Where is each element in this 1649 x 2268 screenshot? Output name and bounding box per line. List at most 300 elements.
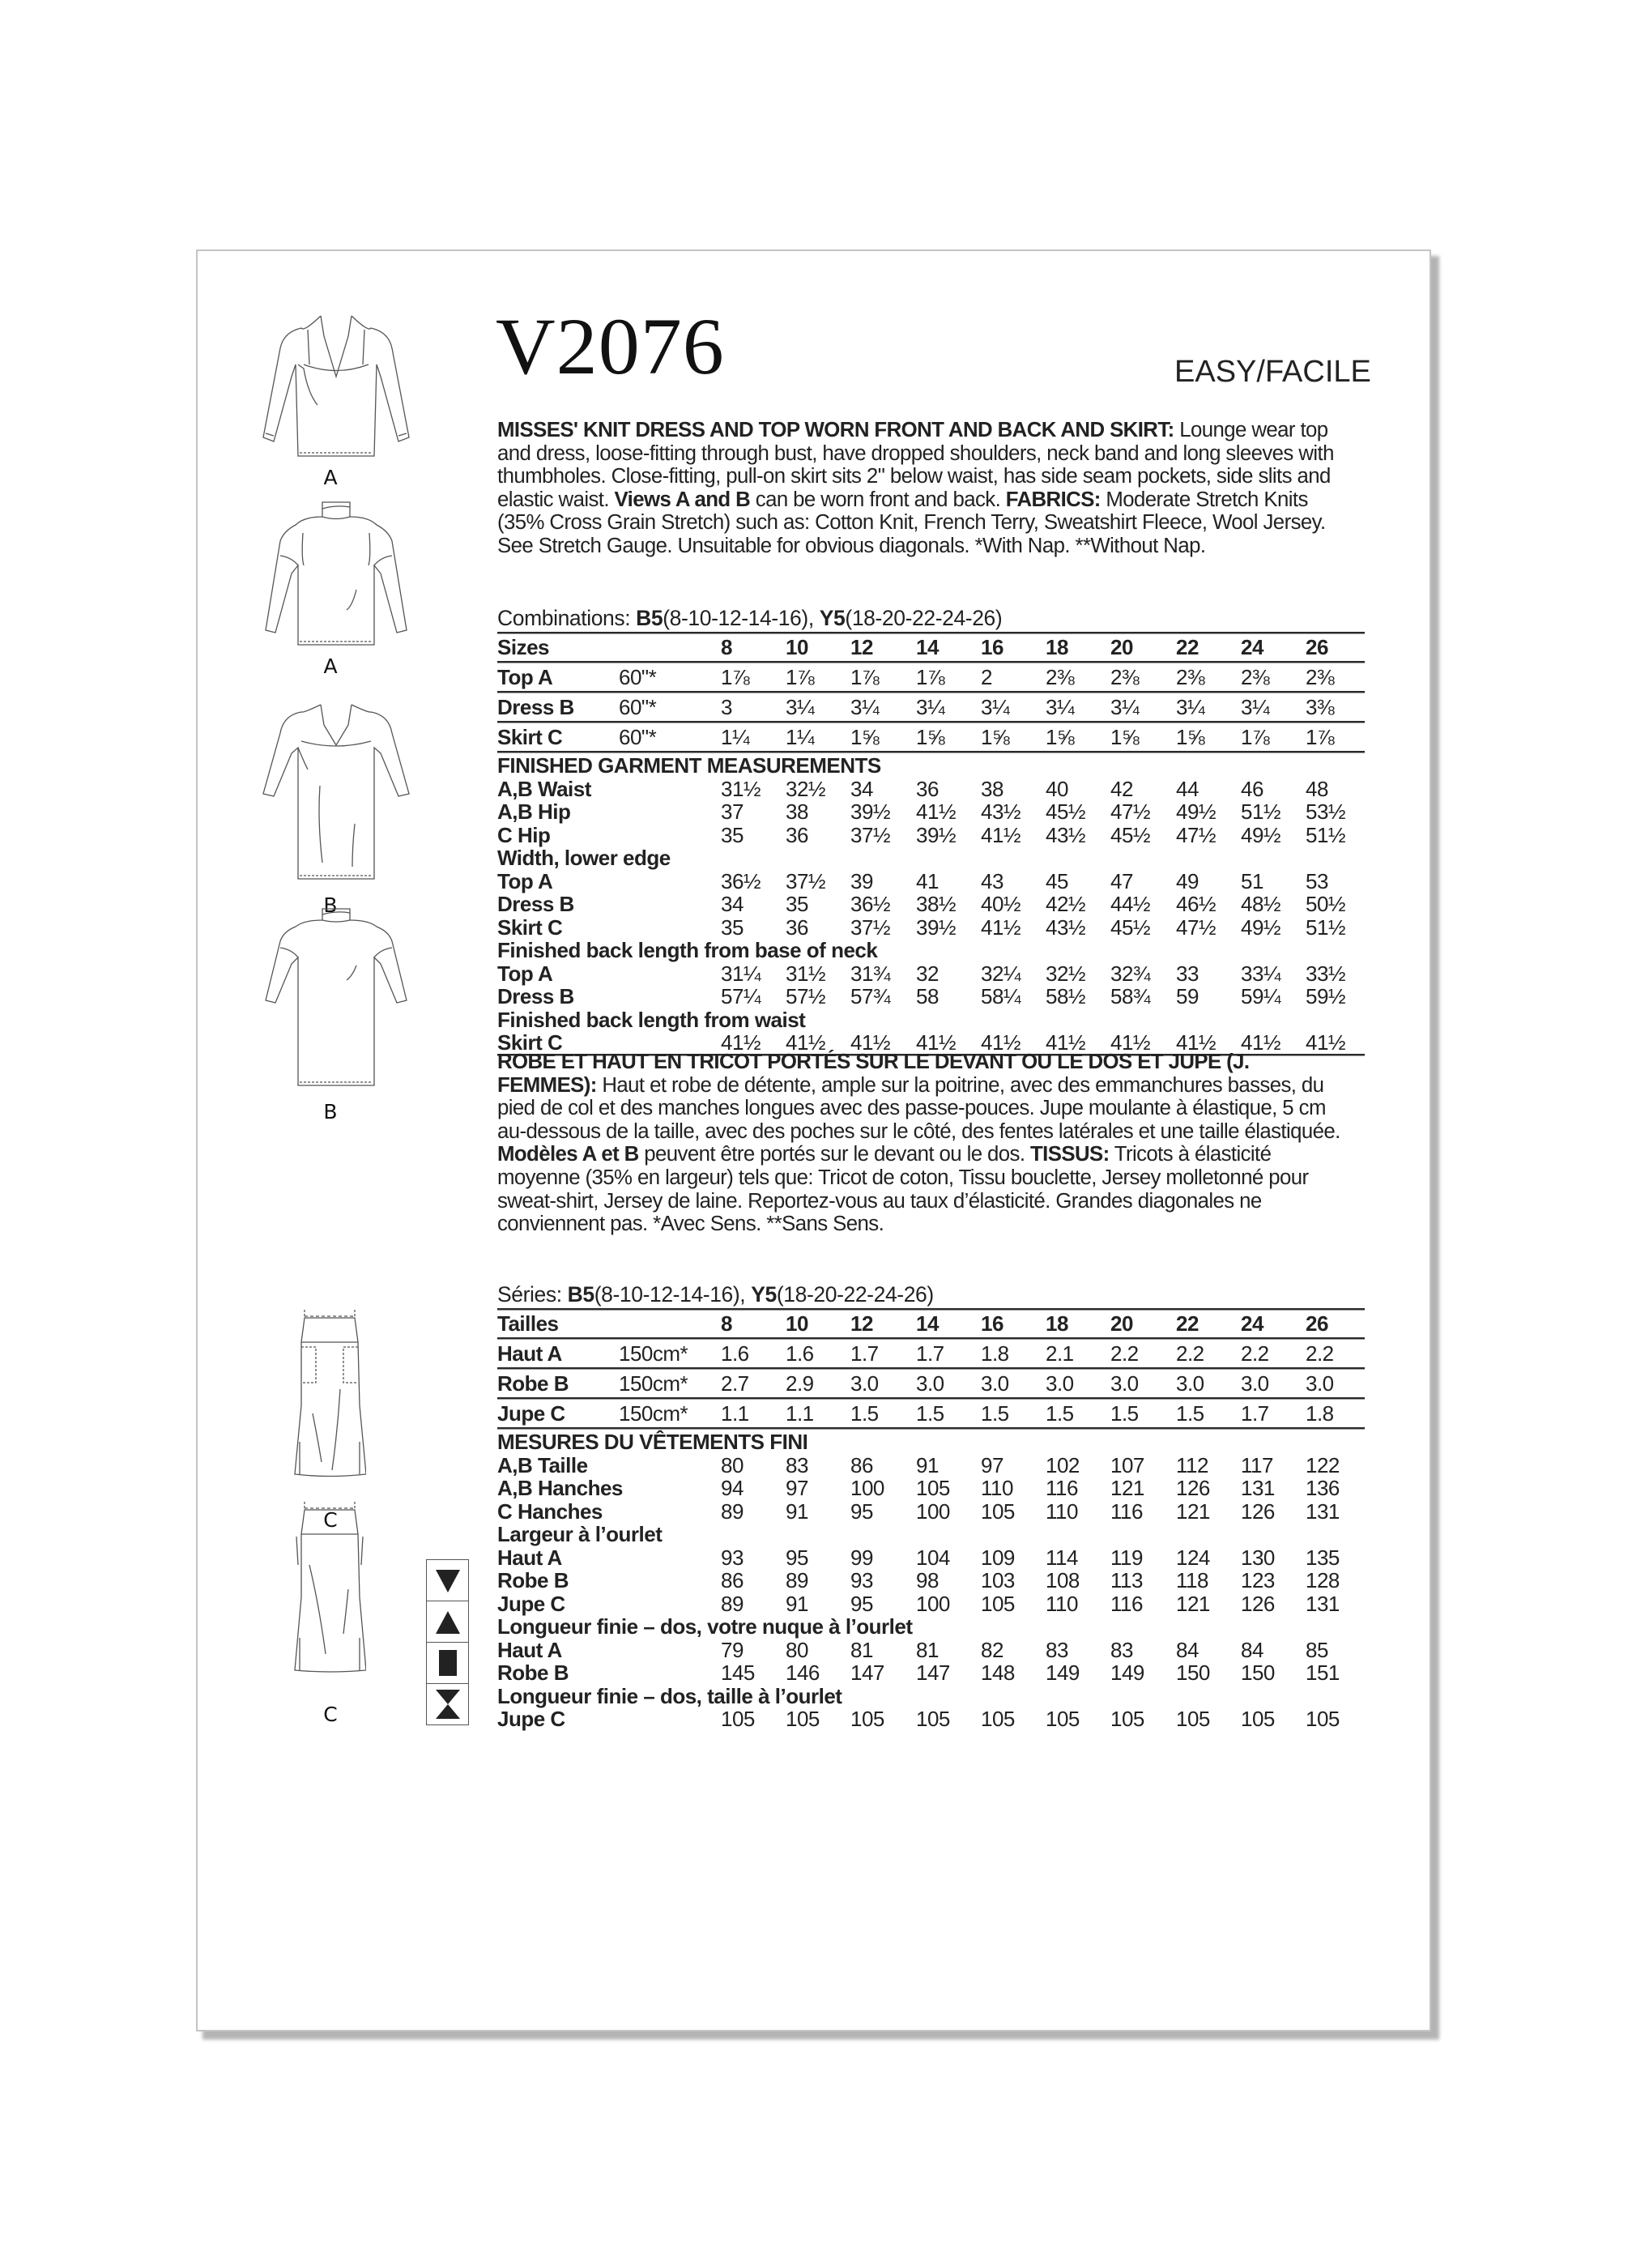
yardage-value: 3¼ [1176,695,1205,719]
measurement-value: 38½ [916,892,957,916]
fabric-width: 60"* [619,665,657,689]
measurement-value: 95 [786,1545,808,1570]
combo-b5-sizes: (8-10-12-14-16), [594,1282,752,1307]
yardage-value: 1⅞ [850,665,880,689]
measurement-value: 103 [981,1568,1015,1592]
measurement-value: 116 [1046,1476,1078,1500]
yardage-value: 2⅜ [1110,665,1140,689]
measurement-value: 130 [1241,1545,1275,1570]
measurement-value: 39 [850,868,873,893]
measurement-value: 131 [1306,1498,1340,1524]
yardage-value: 3¼ [1110,695,1140,719]
fabric-width: 150cm* [619,1371,688,1396]
measurement-value: 34 [721,892,744,916]
combo-y5: Y5 [751,1282,777,1307]
yardage-value: 1.6 [721,1341,749,1366]
measurement-section-label: Longueur finie – dos, votre nuque à l’ourlet [497,1614,913,1639]
measurement-value: 31½ [786,961,826,986]
measurement-value: 89 [721,1591,744,1616]
measurement-value: 114 [1046,1545,1078,1570]
measurement-value: 50½ [1306,892,1346,916]
view-label-c-front: C [323,1508,338,1532]
yardage-value: 2⅜ [1241,665,1270,689]
yardage-row [497,1340,1365,1367]
measurement-value: 51½ [1306,914,1346,940]
illustration-dress-b-back [259,907,413,1089]
measurement-value: 123 [1241,1568,1275,1592]
measurement-value: 80 [786,1637,808,1662]
size-column-header: 26 [1306,635,1328,659]
size-column-header: 26 [1306,1311,1328,1336]
size-column-header: 12 [850,1311,873,1336]
yardage-value: 1.7 [1241,1401,1269,1426]
measurement-value: 83 [1046,1637,1068,1662]
measurement-value: 105 [981,1498,1015,1524]
size-column-header: 8 [721,1311,732,1336]
measurement-value: 37½ [786,868,826,893]
measurement-value: 89 [721,1498,744,1524]
measurement-row-label: Dress B [497,984,574,1008]
yardage-value: 1¼ [721,725,750,749]
yardage-value: 3¼ [1241,695,1270,719]
measurement-value: 151 [1306,1660,1340,1685]
yardage-row [497,1370,1365,1397]
yardage-value: 2⅜ [1176,665,1205,689]
french-desc-part-2: peuvent être portés sur le devant ou le dos. [638,1141,1031,1166]
yardage-value: 3.0 [1176,1371,1204,1396]
measurement-value: 41½ [1046,1030,1086,1055]
measurement-value: 36½ [721,868,761,893]
measurement-value: 100 [850,1476,884,1500]
measurement-row [497,984,1365,1008]
measurement-value: 93 [850,1568,873,1592]
measurement-row-label: Robe B [497,1568,569,1592]
measurement-value: 80 [721,1452,744,1477]
measurement-value: 41½ [721,1030,761,1055]
measurement-value: 37 [721,799,744,824]
english-views-note: Views A and B [614,486,751,511]
measurement-value: 42½ [1046,892,1086,916]
measurement-value: 48½ [1241,892,1281,916]
measurement-value: 35 [786,892,808,916]
yardage-value: 3¼ [916,695,945,719]
english-desc-part-3: Moderate Stretch Knits (35% Cross Grain Stretch) such as: Cotton Knit, French Terry, Sweatshirt Fleece, Wool Jersey. See Stretch Gauge. Unsuitable for obvious diagonals. *With Nap. **Without Nap. [497,486,1326,557]
measurement-value: 98 [916,1568,939,1592]
measurement-value: 150 [1241,1660,1275,1685]
measurement-value: 116 [1110,1498,1143,1524]
size-column-header: 22 [1176,635,1199,659]
measurement-value: 39½ [916,914,957,940]
yardage-value: 1⅝ [1046,725,1075,749]
french-combinations [497,1282,934,1307]
measurement-value: 84 [1241,1637,1263,1662]
square-icon [427,1643,468,1684]
size-column-header: 24 [1241,635,1263,659]
measurement-value: 33¼ [1241,961,1281,986]
measurement-value: 89 [786,1568,808,1592]
measurement-value: 146 [786,1660,820,1685]
measurement-value: 47 [1110,868,1133,893]
measurement-value: 104 [916,1545,950,1570]
measurement-value: 36 [916,776,939,801]
measurement-value: 44 [1176,776,1199,801]
measurement-value: 31¼ [721,961,761,986]
measurement-value: 32¼ [981,961,1021,986]
yardage-value: 1⅞ [916,665,945,689]
measurement-value: 32½ [786,776,826,801]
measurement-value: 121 [1176,1498,1210,1524]
measurement-row-label: Haut A [497,1637,562,1662]
measurement-value: 124 [1176,1545,1210,1570]
fabric-width: 150cm* [619,1341,688,1366]
measurement-value: 36 [786,914,808,940]
size-column-header: 10 [786,635,808,659]
measurement-value: 100 [916,1591,950,1616]
measurement-value: 85 [1306,1637,1328,1662]
measurement-value: 121 [1110,1476,1144,1500]
measurement-value: 45½ [1110,914,1151,940]
yardage-value: 2⅜ [1046,665,1075,689]
yardage-value: 1.5 [916,1401,944,1426]
measurement-value: 105 [1046,1707,1080,1731]
measurement-value: 49½ [1241,822,1281,847]
measurement-value: 47½ [1176,914,1217,940]
yardage-value: 1⅞ [1241,725,1270,749]
yardage-value: 1.5 [1110,1401,1139,1426]
measurement-value: 47½ [1110,799,1151,824]
yardage-value: 2.9 [786,1371,814,1396]
measurement-value: 113 [1110,1568,1143,1592]
measurement-value: 31½ [721,776,761,801]
combo-y5-sizes: (18-20-22-24-26) [845,606,1003,630]
measurement-row [497,777,1365,800]
combo-b5: B5 [567,1282,594,1307]
yardage-value: 3.0 [850,1371,879,1396]
english-title: MISSES' KNIT DRESS AND TOP WORN FRONT AND BACK AND SKIRT: [497,417,1174,441]
measurement-value: 31¾ [850,961,891,986]
measurement-value: 51 [1241,868,1263,893]
illustration-skirt-c-back [293,1500,366,1678]
measurement-value: 41½ [981,822,1021,847]
measurement-row [497,1453,1365,1477]
combo-y5: Y5 [819,606,846,630]
measurement-value: 41½ [916,799,957,824]
yardage-value: 2.2 [1306,1341,1334,1366]
measurement-value: 99 [850,1545,873,1570]
measurement-value: 41½ [981,914,1021,940]
measurement-value: 45 [1046,868,1068,893]
measurement-section-label: Finished back length from base of neck [497,938,878,962]
measurement-value: 147 [916,1660,950,1685]
yardage-value: 3 [721,695,732,719]
measurement-row [497,799,1365,823]
english-fabrics-label: FABRICS: [1005,486,1101,511]
french-size-table [497,1308,1365,1730]
yardage-value: 2⅜ [1306,665,1335,689]
measurement-value: 51½ [1306,822,1346,847]
measurement-value: 107 [1110,1452,1144,1477]
measurement-section-label: Finished back length from waist [497,1007,806,1032]
french-views-note: Modèles A et B [497,1141,639,1166]
measurement-value: 110 [1046,1498,1078,1524]
measurement-value: 105 [1306,1707,1340,1731]
measurement-value: 91 [786,1591,808,1616]
measurement-value: 136 [1306,1476,1340,1500]
yardage-value: 3.0 [1046,1371,1074,1396]
view-label-b-front: B [323,893,338,917]
hourglass-icon [427,1684,468,1724]
measurement-value: 45½ [1046,799,1086,824]
measurement-row [497,915,1365,939]
measurement-value: 105 [786,1707,820,1731]
measurement-value: 53 [1306,868,1328,893]
size-column-header: 14 [916,1311,939,1336]
measurement-row-label: Top A [497,868,553,893]
measurement-value: 110 [1046,1591,1078,1616]
measurement-value: 39½ [916,822,957,847]
measurement-value: 105 [916,1476,950,1500]
size-column-header: 20 [1110,635,1133,659]
measurement-value: 51½ [1241,799,1281,824]
measurement-value: 41½ [1241,1030,1281,1055]
fabric-width: 60"* [619,695,657,719]
measurement-value: 43½ [981,799,1021,824]
measurement-row-label: C Hanches [497,1498,603,1524]
measurement-value: 81 [916,1637,939,1662]
measurement-value: 58¾ [1110,984,1151,1008]
yardage-row-label: Robe B [497,1371,569,1396]
measurement-section-label: Longueur finie – dos, taille à l’ourlet [497,1683,842,1708]
measurement-value: 97 [981,1452,1003,1477]
measurement-value: 36½ [850,892,891,916]
measurement-row [497,961,1365,985]
measurement-value: 47½ [1176,822,1217,847]
measurement-value: 112 [1176,1452,1208,1477]
yardage-value: 1.5 [850,1401,879,1426]
measurement-row [497,823,1365,846]
measurement-value: 57½ [786,984,826,1008]
size-header-row [497,634,1365,661]
measurement-row [497,1592,1365,1615]
measurement-value: 41½ [981,1030,1021,1055]
yardage-value: 1.5 [981,1401,1009,1426]
measurement-value: 35 [721,822,744,847]
combo-b5-sizes: (8-10-12-14-16), [663,606,820,630]
yardage-value: 1.7 [850,1341,879,1366]
measurement-value: 150 [1176,1660,1210,1685]
size-column-header: 16 [981,635,1003,659]
measurement-value: 44½ [1110,892,1151,916]
yardage-value: 1.8 [981,1341,1009,1366]
measurement-value: 100 [916,1498,950,1524]
yardage-value: 3.0 [1110,1371,1139,1396]
measurement-value: 46½ [1176,892,1217,916]
measurement-value: 126 [1241,1591,1275,1616]
measurement-value: 110 [981,1476,1013,1500]
measurement-row-label: Haut A [497,1545,562,1570]
fabric-width: 60"* [619,725,657,749]
measurement-value: 41½ [1110,1030,1151,1055]
measurement-value: 57¼ [721,984,761,1008]
combo-b5: B5 [636,606,663,630]
measurement-value: 84 [1176,1637,1199,1662]
yardage-value: 1¼ [786,725,815,749]
measurement-row-label: A,B Taille [497,1452,588,1477]
measurement-value: 148 [981,1660,1015,1685]
yardage-value: 3⅜ [1306,695,1335,719]
measurement-row-label: Jupe C [497,1591,565,1616]
size-header-label: Sizes [497,635,549,659]
measurement-value: 119 [1110,1545,1143,1570]
measurement-row [497,1476,1365,1499]
measurement-value: 147 [850,1660,884,1685]
size-column-header: 16 [981,1311,1003,1336]
yardage-row-label: Dress B [497,695,574,719]
yardage-value: 3¼ [1046,695,1075,719]
measurement-row [497,1499,1365,1523]
yardage-row-label: Haut A [497,1341,562,1366]
measurement-value: 126 [1176,1476,1210,1500]
measurement-value: 53½ [1306,799,1346,824]
view-label-c-back: C [323,1703,338,1726]
illustration-dress-b-front [259,701,413,883]
measurement-value: 91 [786,1498,808,1524]
measurement-value: 94 [721,1476,744,1500]
measurement-value: 32½ [1046,961,1086,986]
measurement-value: 58 [916,984,939,1008]
yardage-row [497,693,1365,721]
view-label-a-front: A [323,466,338,489]
measurement-value: 36 [786,822,808,847]
measurement-section-label: Width, lower edge [497,846,671,870]
yardage-row-label: Skirt C [497,725,563,749]
yardage-value: 1⅞ [1306,725,1335,749]
measurement-value: 93 [721,1545,744,1570]
combo-y5-sizes: (18-20-22-24-26) [776,1282,934,1307]
size-column-header: 10 [786,1311,808,1336]
measurement-value: 33½ [1306,961,1346,986]
illustration-skirt-c-front [293,1308,366,1482]
measurement-row [497,1638,1365,1661]
measurement-value: 79 [721,1637,744,1662]
french-description [497,1050,1351,1235]
yardage-value: 2.7 [721,1371,749,1396]
measurement-value: 45½ [1110,822,1151,847]
measurement-row-label: C Hip [497,822,551,847]
french-desc-part-3: Tricots à élasticité moyenne (35% en largeur) tels que: Tricot de coton, Tissu bouclette, Jersey molletonné pour sweat-shirt, Jersey de laine. Reportez-vous au taux d’élasticité. Grandes diagonales ne conviennent pas. *Avec Sens. **Sans Sens. [497,1141,1309,1236]
measurement-value: 116 [1110,1591,1143,1616]
size-column-header: 18 [1046,1311,1068,1336]
yardage-value: 2.2 [1241,1341,1269,1366]
measurement-value: 105 [1110,1707,1144,1731]
measurement-value: 82 [981,1637,1003,1662]
measurement-row-label: Top A [497,961,553,986]
difficulty-label: EASY/FACILE [1174,355,1371,389]
size-column-header: 20 [1110,1311,1133,1336]
size-column-header: 8 [721,635,732,659]
measurement-value: 49½ [1241,914,1281,940]
measurement-row-label: A,B Hanches [497,1476,623,1500]
size-column-header: 14 [916,635,939,659]
french-fabrics-label: TISSUS: [1030,1141,1110,1166]
measurement-value: 59¼ [1241,984,1281,1008]
yardage-row-label: Top A [497,665,553,689]
yardage-value: 1.7 [916,1341,944,1366]
measurement-value: 128 [1306,1568,1340,1592]
measurement-value: 34 [850,776,873,801]
size-column-header: 22 [1176,1311,1199,1336]
yardage-value: 3.0 [1241,1371,1269,1396]
measurement-value: 58¼ [981,984,1021,1008]
size-column-header: 12 [850,635,873,659]
yardage-value: 1.1 [786,1401,814,1426]
measurement-value: 39½ [850,799,891,824]
english-desc-part-1: Lounge wear top and dress, loose-fitting through bust, have dropped shoulders, neck band and long sleeves with thumbholes. Close-fitting, pull-on skirt sits 2" below waist, has side seam pockets, side slits and elastic waist. [497,417,1334,511]
measurement-value: 145 [721,1660,755,1685]
measurement-value: 49½ [1176,799,1217,824]
measurement-row-label: Dress B [497,892,574,916]
measurement-row-label: Jupe C [497,1707,565,1731]
yardage-value: 2 [981,665,992,689]
measurement-value: 105 [981,1707,1015,1731]
measurement-value: 37½ [850,822,891,847]
yardage-value: 1⅞ [786,665,815,689]
measurement-value: 38 [786,799,808,824]
english-desc-part-2: can be worn front and back. [750,486,1006,511]
yardage-value: 3¼ [981,695,1010,719]
measurement-value: 118 [1176,1568,1208,1592]
yardage-value: 1⅝ [1176,725,1205,749]
measurement-row-label: Skirt C [497,1030,563,1055]
measurement-value: 126 [1241,1498,1275,1524]
yardage-value: 1.1 [721,1401,749,1426]
measurement-value: 38 [981,776,1003,801]
yardage-row [497,723,1365,751]
yardage-value: 1.5 [1176,1401,1204,1426]
yardage-value: 1⅝ [850,725,880,749]
measurement-value: 83 [1110,1637,1133,1662]
english-size-table [497,632,1365,1056]
measurement-value: 135 [1306,1545,1340,1570]
french-desc-part-1: Haut et robe de détente, ample sur la poitrine, avec des emmanchures basses, du pied de col et des manches longues avec des passe-pouces. Jupe moulante à élastique, 5 cm au-dessous de la taille, avec des poches sur le côté, des fentes latérales et une taille élastiquée. [497,1072,1340,1143]
measurement-value: 108 [1046,1568,1080,1592]
yardage-value: 3¼ [850,695,880,719]
measurement-row-label: A,B Waist [497,776,591,801]
triangle-down-icon [427,1560,468,1601]
measurement-value: 49 [1176,868,1199,893]
measurement-value: 105 [1176,1707,1210,1731]
view-label-b-back: B [323,1100,338,1123]
measurement-row-label: Skirt C [497,914,563,940]
measurement-value: 42 [1110,776,1133,801]
english-combinations [497,606,1002,631]
yardage-value: 3.0 [981,1371,1009,1396]
french-title: ROBE ET HAUT EN TRICOT PORTÉS SUR LE DEVANT OU LE DOS ET JUPE (J. FEMMES): [497,1049,1250,1097]
measurements-title: MESURES DU VÊTEMENTS FINI [497,1430,808,1454]
measurement-value: 149 [1110,1660,1144,1685]
measurement-value: 86 [721,1568,744,1592]
size-column-header: 24 [1241,1311,1263,1336]
yardage-row [497,663,1365,691]
yardage-value: 1⅝ [1110,725,1140,749]
measurement-value: 105 [916,1707,950,1731]
yardage-value: 2.2 [1110,1341,1139,1366]
measurement-value: 46 [1241,776,1263,801]
measurement-value: 41½ [850,1030,891,1055]
measurement-value: 105 [850,1707,884,1731]
measurement-value: 95 [850,1498,873,1524]
measurement-value: 105 [1241,1707,1275,1731]
